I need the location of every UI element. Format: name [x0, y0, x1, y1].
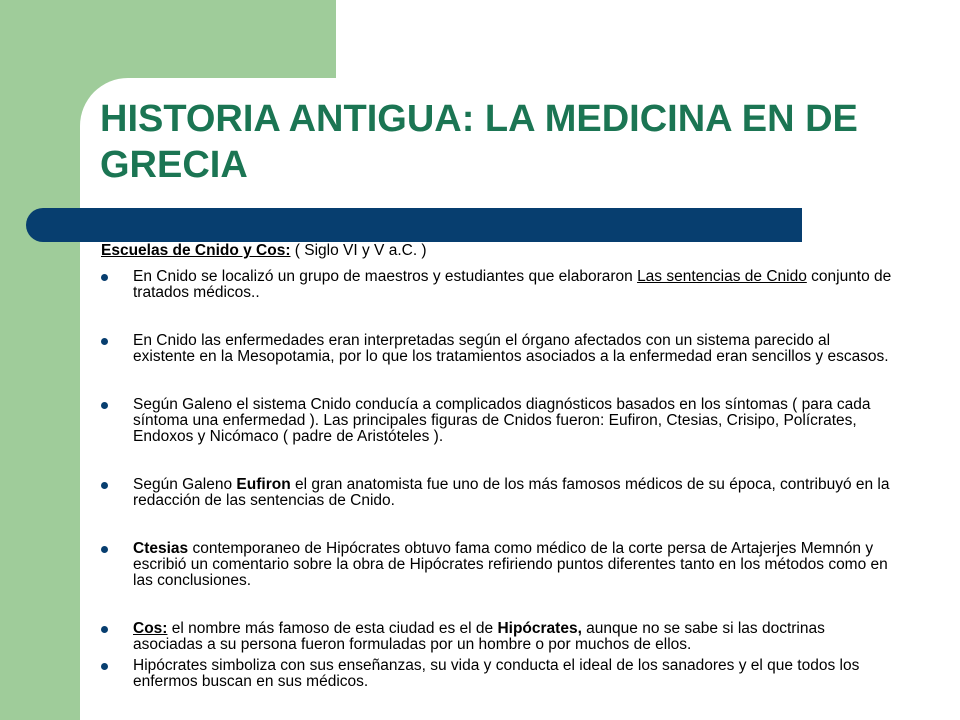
bullet-text: Según Galeno el sistema Cnido conducía a complicados diagnósticos basados en los síntomas ( para cada síntoma una enfermedad ). Las principales figuras de Cnidos fueron: Eufiron, Ctesias, Crisipo, Polícrates, Endoxos y Nicómaco ( padre de Aristóteles ). — [133, 396, 871, 445]
bullet-icon — [101, 626, 108, 633]
bullet-text: Hipócrates simboliza con sus enseñanzas, su vida y conducta el ideal de los sanadores y el que todos los enfermos buscan en sus médicos. — [133, 657, 860, 690]
title-divider-bar — [26, 208, 802, 242]
bullet-icon — [101, 663, 108, 670]
bullet-item — [101, 269, 896, 301]
bullet-item — [101, 658, 896, 690]
hipocrates-bold-text: Hipócrates, — [497, 620, 582, 637]
bullet-text: En Cnido se localizó un grupo de maestros y estudiantes que elaboraron — [133, 268, 638, 285]
ctesias-bold-text: Ctesias — [133, 540, 189, 557]
bullet-icon — [101, 338, 108, 345]
bullet-text: el nombre más famoso de esta ciudad es el de — [167, 620, 498, 637]
slide-title: HISTORIA ANTIGUA: LA MEDICINA EN DE GRECIA — [100, 98, 858, 186]
eufiron-bold-text: Eufiron — [236, 476, 291, 493]
bullet-item — [101, 621, 896, 653]
bullet-icon — [101, 546, 108, 553]
bullet-text: En Cnido las enfermedades eran interpretadas según el órgano afectados con un sistema parecido al existente en la Mesopotamia, por lo que los tratamientos asociados a la enfermedad eran sencillos y escasos. — [133, 332, 889, 365]
sentencias-link-text: Las sentencias de Cnido — [637, 268, 807, 285]
bullet-text: contemporaneo de Hipócrates obtuvo fama como médico de la corte persa de Artajerjes Memnón y escribió un comentario sobre la obra de Hipócrates refiriendo puntos diferentes tanto en los métodos como en las conclusiones. — [133, 540, 888, 589]
bullet-icon — [101, 274, 108, 281]
bullet-text: aunque no se sabe si las doctrinas asociadas a su persona fueron formuladas por un hombre o por muchos de ellos. — [133, 620, 825, 653]
section-heading-label: Escuelas de Cnido y Cos: — [101, 242, 291, 259]
section-heading-note: ( Siglo VI y V a.C. ) — [290, 242, 427, 259]
bullet-text: el gran anatomista fue uno de los más famosos médicos de su época, contribuyó en la redacción de las sentencias de Cnido. — [133, 476, 890, 509]
slide-body — [101, 243, 896, 690]
bullet-text: Según Galeno — [133, 476, 237, 493]
bullet-item — [101, 477, 896, 509]
bullet-icon — [101, 482, 108, 489]
bullet-item — [101, 541, 896, 589]
cos-label: Cos: — [133, 620, 168, 637]
section-heading — [101, 243, 896, 259]
bullet-item — [101, 397, 896, 445]
bullet-icon — [101, 402, 108, 409]
bullet-item — [101, 333, 896, 365]
bullet-list — [101, 269, 896, 690]
bullet-text: conjunto de tratados médicos.. — [133, 268, 892, 301]
